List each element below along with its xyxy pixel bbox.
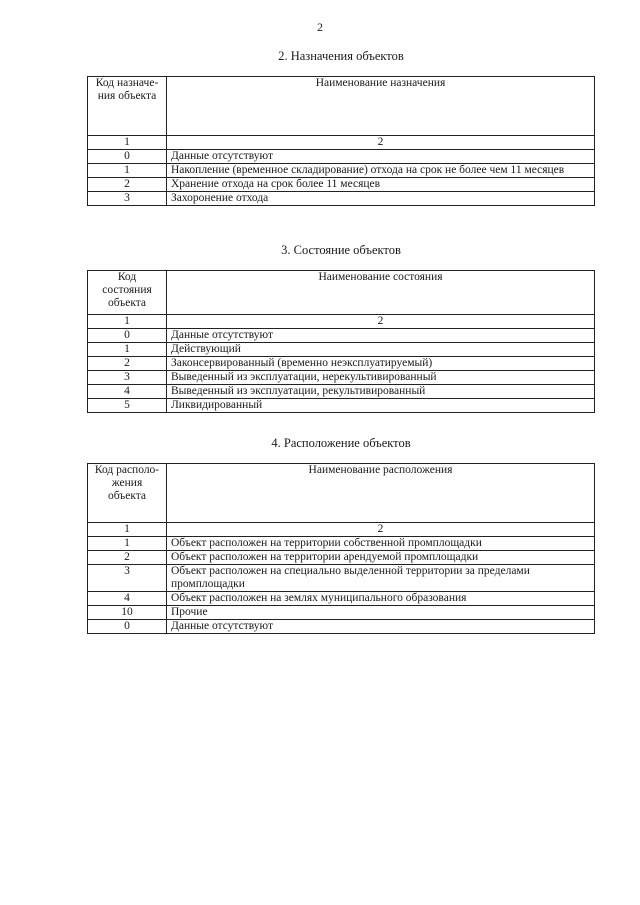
column-index-name: 2 [167, 523, 595, 537]
section-title: 3. Состояние объектов [281, 243, 401, 257]
section-locations [87, 436, 595, 634]
column-header-code: Код располо-жения объекта [88, 464, 167, 523]
row-code: 5 [88, 399, 167, 413]
row-name: Выведенный из эксплуатации, рекультивированный [167, 385, 595, 399]
locations-table [87, 463, 595, 634]
row-name: Данные отсутствуют [167, 620, 595, 634]
section-title: 4. Расположение объектов [271, 436, 411, 450]
row-code: 3 [88, 371, 167, 385]
table-header-row [88, 271, 595, 315]
row-code: 2 [88, 551, 167, 565]
row-name: Захоронение отхода [167, 192, 595, 206]
row-name: Выведенный из эксплуатации, нерекультивированный [167, 371, 595, 385]
states-table [87, 270, 595, 413]
column-header-name: Наименование назначения [167, 77, 595, 136]
column-header-name: Наименование расположения [167, 464, 595, 523]
row-code: 0 [88, 150, 167, 164]
row-code: 2 [88, 357, 167, 371]
section-states [87, 243, 595, 413]
page-number: 2 [317, 20, 323, 34]
table-row [88, 343, 595, 357]
row-name: Законсервированный (временно неэксплуатируемый) [167, 357, 595, 371]
row-code: 1 [88, 164, 167, 178]
row-name: Объект расположен на территории арендуемой промплощадки [167, 551, 595, 565]
row-code: 1 [88, 537, 167, 551]
column-index-row [88, 315, 595, 329]
table-row [88, 371, 595, 385]
row-name: Данные отсутствуют [167, 329, 595, 343]
table-row [88, 150, 595, 164]
column-index-name: 2 [167, 136, 595, 150]
row-name: Действующий [167, 343, 595, 357]
table-row [88, 399, 595, 413]
table-row [88, 565, 595, 592]
row-name: Объект расположен на специально выделенной территории за пределами промплощадки [167, 565, 595, 592]
column-index-name: 2 [167, 315, 595, 329]
row-name: Объект расположен на территории собственной промплощадки [167, 537, 595, 551]
row-code: 4 [88, 385, 167, 399]
table-row [88, 164, 595, 178]
column-index-row [88, 136, 595, 150]
table-row [88, 592, 595, 606]
row-code: 0 [88, 329, 167, 343]
column-index-row [88, 523, 595, 537]
table-row [88, 329, 595, 343]
row-code: 3 [88, 192, 167, 206]
column-header-code: Код назначе-ния объекта [88, 77, 167, 136]
column-index-code: 1 [88, 315, 167, 329]
row-name: Хранение отхода на срок более 11 месяцев [167, 178, 595, 192]
table-header-row [88, 464, 595, 523]
table-header-row [88, 77, 595, 136]
table-row [88, 551, 595, 565]
table-row [88, 385, 595, 399]
row-name: Накопление (временное складирование) отхода на срок не более чем 11 месяцев [167, 164, 595, 178]
purposes-table [87, 76, 595, 206]
row-name: Объект расположен на землях муниципального образования [167, 592, 595, 606]
section-purposes [87, 49, 595, 206]
table-row [88, 606, 595, 620]
row-code: 0 [88, 620, 167, 634]
table-row [88, 357, 595, 371]
row-name: Прочие [167, 606, 595, 620]
table-row [88, 192, 595, 206]
section-title: 2. Назначения объектов [278, 49, 404, 63]
column-index-code: 1 [88, 523, 167, 537]
row-code: 3 [88, 565, 167, 592]
row-name: Ликвидированный [167, 399, 595, 413]
table-row [88, 620, 595, 634]
table-row [88, 537, 595, 551]
table-row [88, 178, 595, 192]
row-code: 4 [88, 592, 167, 606]
row-code: 10 [88, 606, 167, 620]
row-name: Данные отсутствуют [167, 150, 595, 164]
row-code: 2 [88, 178, 167, 192]
column-header-name: Наименование состояния [167, 271, 595, 315]
row-code: 1 [88, 343, 167, 357]
column-index-code: 1 [88, 136, 167, 150]
column-header-code: Код состояния объекта [88, 271, 167, 315]
